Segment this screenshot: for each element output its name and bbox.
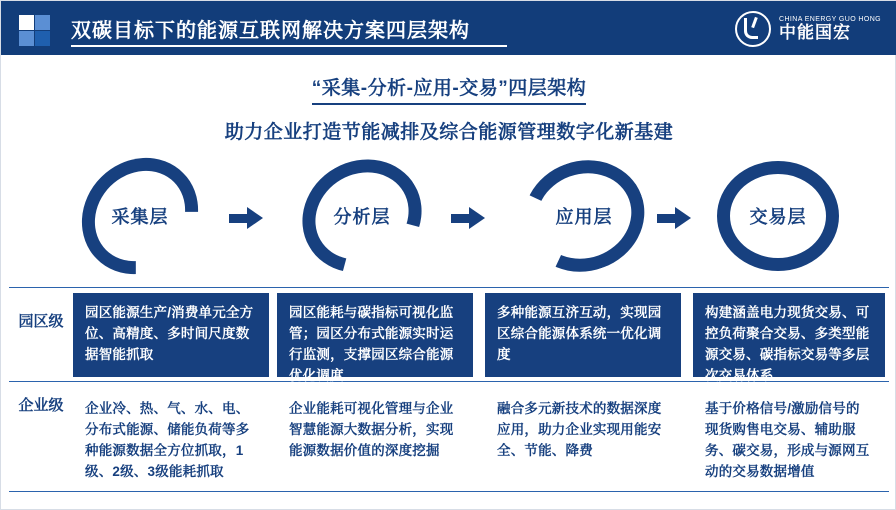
matrix-cell-park-trading: 构建涵盖电力现货交易、可控负荷聚合交易、多类型能源交易、碳指标交易等多层次交易体系 bbox=[693, 293, 885, 377]
headline-block bbox=[1, 73, 896, 144]
capability-matrix bbox=[1, 285, 896, 497]
logo-text-en: CHINA ENERGY GUO HONG bbox=[778, 15, 881, 23]
arrow-right-icon-3 bbox=[657, 207, 693, 229]
matrix-cell-park-analysis: 园区能耗与碳指标可视化监管；园区分布式能源实时运行监测，支撑园区综合能源优化调度 bbox=[277, 293, 473, 377]
matrix-row-labels bbox=[15, 285, 67, 497]
page-title: 双碳目标下的能源互联网解决方案四层架构 bbox=[71, 19, 470, 42]
matrix-cell-enterprise-trading: 基于价格信号/激励信号的现货购售电交易、辅助服务、碳交易，形成与源网互动的交易数据增值 bbox=[705, 401, 870, 479]
energy-swirl-logo-icon bbox=[735, 11, 771, 47]
layer-ring-label: 交易层 bbox=[749, 207, 807, 227]
arrow-right-icon-1 bbox=[229, 207, 265, 229]
layer-ring-trading bbox=[717, 161, 839, 271]
headline-line-1: “采集-分析-应用-交易”四层架构 bbox=[312, 73, 586, 105]
matrix-divider-top bbox=[9, 287, 889, 288]
row-label-park: 园区级 bbox=[18, 313, 64, 330]
layer-ring-application bbox=[523, 161, 645, 271]
matrix-cell-enterprise-analysis: 企业能耗可视化管理与企业智慧能源大数据分析，实现能源数据价值的深度挖掘 bbox=[289, 401, 454, 458]
row-label-enterprise: 企业级 bbox=[18, 397, 64, 414]
header-title-underline bbox=[71, 45, 507, 47]
matrix-cell-enterprise-collection: 企业冷、热、气、水、电、分布式能源、储能负荷等多种能源数据全方位抓取，1级、2级、3级能耗抓取 bbox=[85, 401, 250, 479]
matrix-cell-park-application: 多种能源互济互动，实现园区综合能源体系统一优化调度 bbox=[485, 293, 681, 377]
arrow-right-icon-2 bbox=[451, 207, 487, 229]
company-logo bbox=[735, 11, 881, 47]
layer-ring-label: 采集层 bbox=[111, 207, 169, 227]
layer-ring-analysis bbox=[301, 161, 423, 271]
headline-line-2: 助力企业打造节能减排及综合能源管理数字化新基建 bbox=[224, 122, 674, 143]
layer-ring-label: 分析层 bbox=[333, 207, 391, 227]
layer-ring-label: 应用层 bbox=[555, 207, 613, 227]
layer-ring-row bbox=[1, 161, 896, 281]
header-bar bbox=[1, 1, 896, 55]
matrix-cell-park-collection: 园区能源生产/消费单元全方位、高精度、多时间尺度数据智能抓取 bbox=[73, 293, 269, 377]
matrix-divider-bottom bbox=[9, 491, 889, 492]
matrix-cell-enterprise-application: 融合多元新技术的数据深度应用，助力企业实现用能安全、节能、降费 bbox=[497, 401, 662, 458]
header-squares-icon bbox=[19, 13, 65, 43]
layer-ring-collection bbox=[79, 161, 201, 271]
logo-text-cn: 中能国宏 bbox=[778, 22, 851, 42]
